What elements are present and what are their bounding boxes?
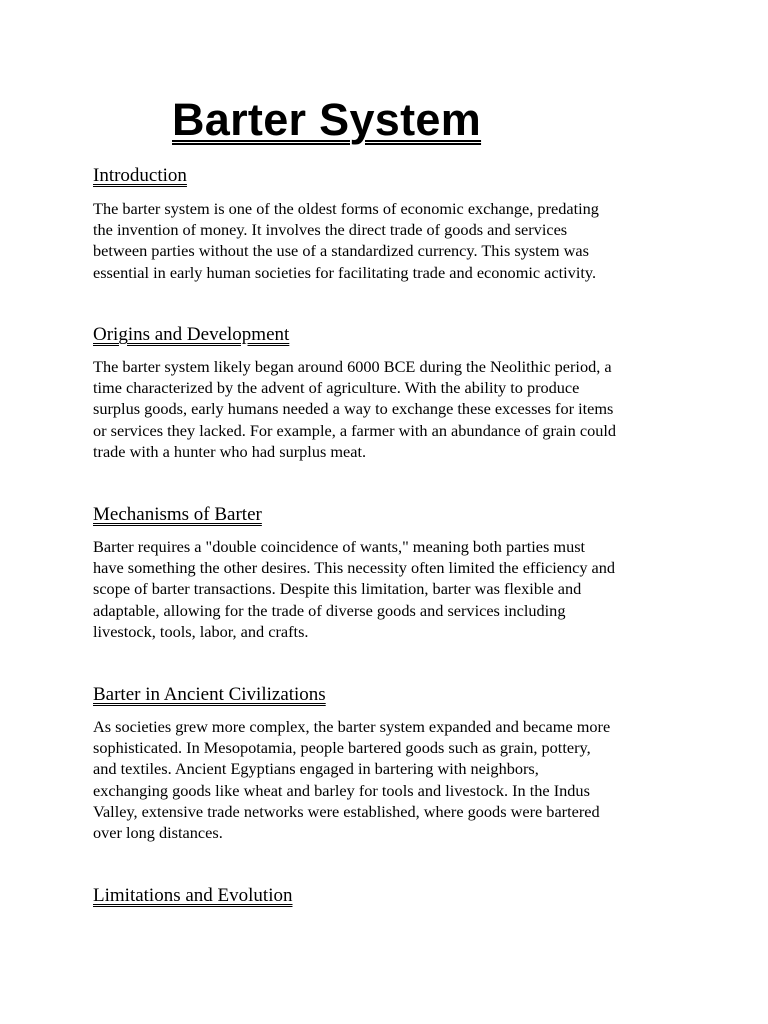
document-title: Barter System xyxy=(172,94,482,145)
body-line: As societies grew more complex, the barter system expanded and became more xyxy=(93,717,611,736)
body-line: over long distances. xyxy=(93,823,223,843)
body-line: scope of barter transactions. Despite this limitation, barter was flexible and xyxy=(93,579,582,599)
body-line: The barter system is one of the oldest forms of economic exchange, predating xyxy=(93,199,599,218)
body-line: time characterized by the advent of agriculture. With the ability to produce xyxy=(93,378,580,398)
body-line: exchanging goods like wheat and barley for tools and livestock. In the Indus xyxy=(93,780,590,800)
body-line: trade with a hunter who had surplus meat. xyxy=(93,441,367,461)
body-line: and textiles. Ancient Egyptians engaged in bartering with neighbors, xyxy=(93,759,539,779)
section-body-introduction xyxy=(93,198,693,283)
body-line: or services they lacked. For example, a farmer with an abundance of grain could xyxy=(93,420,617,440)
body-line: essential in early human societies for facilitating trade and economic activity. xyxy=(93,262,597,282)
body-line: sophisticated. In Mesopotamia, people bartered goods such as grain, pottery, xyxy=(93,738,591,758)
section-heading-origins: Origins and Development xyxy=(93,324,290,345)
body-line: between parties without the use of a standardized currency. This system was xyxy=(93,241,589,261)
section-heading-mechanisms: Mechanisms of Barter xyxy=(93,504,262,525)
section-body-origins xyxy=(93,356,693,462)
section-heading-limitations: Limitations and Evolution xyxy=(93,885,293,906)
body-line: adaptable, allowing for the trade of diverse goods and services including xyxy=(93,600,566,620)
body-line: have something the other desires. This necessity often limited the efficiency and xyxy=(93,558,616,578)
section-heading-introduction: Introduction xyxy=(93,165,187,186)
body-line: Valley, extensive trade networks were established, where goods were bartered xyxy=(93,801,600,821)
body-line: surplus goods, early humans needed a way to exchange these excesses for items xyxy=(93,399,614,419)
body-line: The barter system likely began around 6000 BCE during the Neolithic period, a xyxy=(93,357,612,376)
body-line: the invention of money. It involves the direct trade of goods and services xyxy=(93,220,568,240)
body-line: Barter requires a "double coincidence of wants," meaning both parties must xyxy=(93,537,586,556)
section-body-ancient-civilizations xyxy=(93,716,693,843)
section-heading-ancient-civilizations: Barter in Ancient Civilizations xyxy=(93,684,326,705)
body-line: livestock, tools, labor, and crafts. xyxy=(93,621,309,641)
section-body-mechanisms xyxy=(93,536,693,642)
